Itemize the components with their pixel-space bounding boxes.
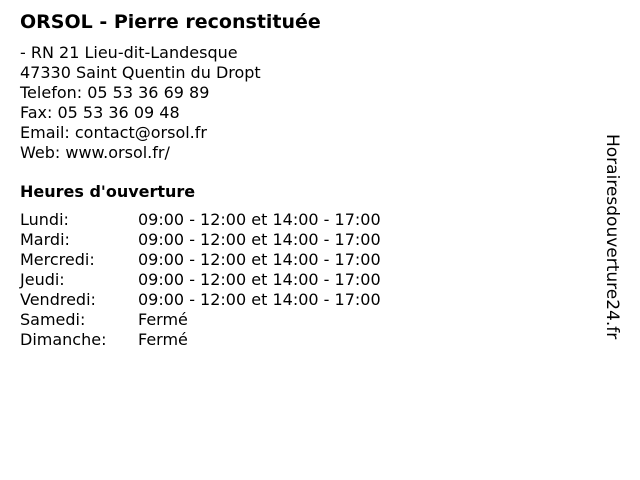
hours-row-tuesday (20, 230, 600, 250)
address-line-1: - RN 21 Lieu-dit-Landesque (20, 43, 238, 62)
hours-row-friday (20, 290, 600, 310)
hours-row-saturday (20, 310, 600, 330)
time-value: 09:00 - 12:00 et 14:00 - 17:00 (138, 270, 381, 289)
time-value: Fermé (138, 330, 188, 349)
brand-watermark: Horairesdouverture24.fr (602, 134, 622, 340)
hours-row-wednesday (20, 250, 600, 270)
day-label: Lundi: (20, 210, 69, 229)
web-line: Web: www.orsol.fr/ (20, 143, 170, 162)
hours-row-monday (20, 210, 600, 230)
fax-line: Fax: 05 53 36 09 48 (20, 103, 180, 122)
time-value: 09:00 - 12:00 et 14:00 - 17:00 (138, 210, 381, 229)
time-value: 09:00 - 12:00 et 14:00 - 17:00 (138, 230, 381, 249)
hours-row-thursday (20, 270, 600, 290)
phone-line: Telefon: 05 53 36 69 89 (20, 83, 210, 102)
day-label: Jeudi: (20, 270, 65, 289)
hours-title: Heures d'ouverture (20, 182, 196, 201)
email-line: Email: contact@orsol.fr (20, 123, 207, 142)
address-line-2: 47330 Saint Quentin du Dropt (20, 63, 261, 82)
hours-table (20, 210, 600, 350)
day-label: Mardi: (20, 230, 70, 249)
time-value: Fermé (138, 310, 188, 329)
day-label: Samedi: (20, 310, 86, 329)
business-name: ORSOL - Pierre reconstituée (20, 11, 321, 33)
day-label: Dimanche: (20, 330, 107, 349)
hours-row-sunday (20, 330, 600, 350)
day-label: Mercredi: (20, 250, 95, 269)
time-value: 09:00 - 12:00 et 14:00 - 17:00 (138, 290, 381, 309)
time-value: 09:00 - 12:00 et 14:00 - 17:00 (138, 250, 381, 269)
day-label: Vendredi: (20, 290, 96, 309)
business-card (20, 10, 600, 350)
